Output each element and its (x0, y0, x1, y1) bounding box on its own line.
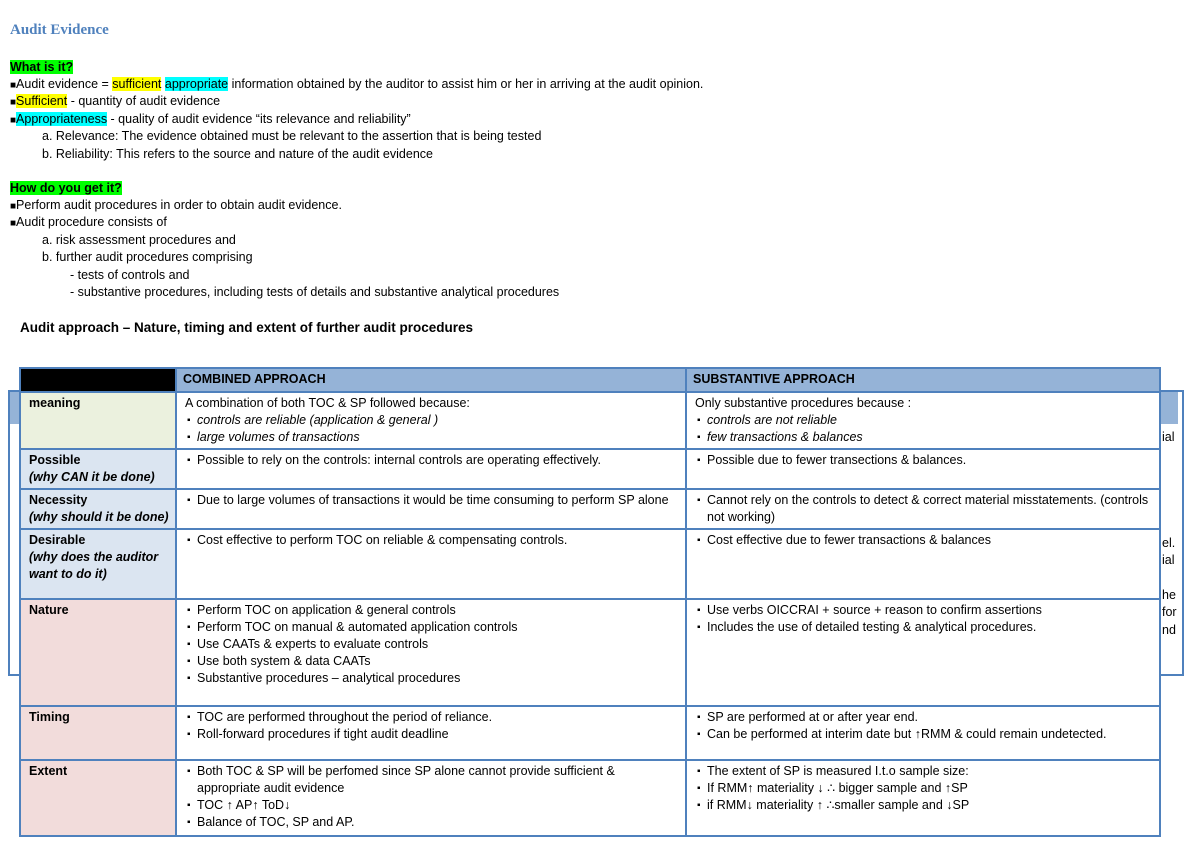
square-bullet-icon: ■ (10, 218, 17, 229)
cell-combined-necessity: ▪ Due to large volumes of transactions it would be time consuming to perform SP alone (176, 489, 686, 529)
cell-substantive-meaning: Only substantive procedures because : ▪ controls are not reliable ▪ few transactions & balances (686, 392, 1160, 449)
row-label-desirable: Desirable (why does the auditor want to do it) (20, 529, 176, 599)
table-row (20, 599, 1160, 706)
audit-approach-table (19, 367, 1161, 837)
table-row (20, 760, 1160, 836)
edge-text: el. (1162, 536, 1176, 550)
what-heading: What is it? (10, 60, 74, 74)
row-label-possible: Possible (why CAN it be done) (20, 449, 176, 489)
header-combined: COMBINED APPROACH (176, 368, 686, 392)
how-item-a: a. risk assessment procedures and (42, 233, 236, 247)
page-title: Audit Evidence (10, 22, 109, 38)
square-bullet-icon: ■ (10, 115, 17, 126)
cell-combined-desirable: ▪ Cost effective to perform TOC on reliable & compensating controls. (176, 529, 686, 599)
row-label-extent: Extent (20, 760, 176, 836)
edge-text: nd (1162, 623, 1176, 637)
how-heading: How do you get it? (10, 181, 122, 195)
row-label-nature: Nature (20, 599, 176, 706)
what-item-a: a. Relevance: The evidence obtained must be relevant to the assertion that is being tested (42, 129, 542, 143)
cell-substantive-possible: ▪ Possible due to fewer transections & balances. (686, 449, 1160, 489)
table-row (20, 449, 1160, 489)
header-substantive: SUBSTANTIVE APPROACH (686, 368, 1160, 392)
square-bullet-icon: ■ (10, 201, 17, 212)
table-row (20, 529, 1160, 599)
cell-combined-timing: ▪ TOC are performed throughout the period of reliance. ▪ Roll-forward procedures if tight audit deadline (176, 706, 686, 760)
how-item-b: b. further audit procedures comprising (42, 250, 253, 264)
how-line-2: ■Audit procedure consists of (10, 215, 167, 229)
what-line-1: ■Audit evidence = sufficient appropriate information obtained by the auditor to assist him or her in arriving at the audit opinion. (10, 77, 704, 91)
what-line-3: ■Appropriateness - quality of audit evidence “its relevance and reliability” (10, 112, 411, 126)
table-row (20, 706, 1160, 760)
cell-substantive-nature: ▪ Use verbs OICCRAI + source + reason to confirm assertions ▪ Includes the use of detailed testing & analytical procedures. (686, 599, 1160, 706)
cell-substantive-desirable: ▪ Cost effective due to fewer transactions & balances (686, 529, 1160, 599)
row-label-necessity: Necessity (why should it be done) (20, 489, 176, 529)
how-line-1: ■Perform audit procedures in order to obtain audit evidence. (10, 198, 342, 212)
cell-combined-extent: ▪ Both TOC & SP will be perfomed since SP alone cannot provide sufficient & appropriate audit evidence ▪ TOC ↑ AP↑ ToD↓ ▪ Balance of TOC, SP and AP. (176, 760, 686, 836)
approach-subheading: Audit approach – Nature, timing and extent of further audit procedures (20, 320, 474, 335)
what-item-b: b. Reliability: This refers to the source and nature of the audit evidence (42, 147, 433, 161)
cell-substantive-timing: ▪ SP are performed at or after year end. ▪ Can be performed at interim date but ↑RMM & could remain undetected. (686, 706, 1160, 760)
header-corner-cell (20, 368, 176, 392)
row-label-timing: Timing (20, 706, 176, 760)
edge-text: for (1162, 605, 1177, 619)
what-line-2: ■Sufficient - quantity of audit evidence (10, 94, 221, 108)
how-dash-2: - substantive procedures, including tests of details and substantive analytical procedures (70, 285, 560, 299)
cell-combined-possible: ▪ Possible to rely on the controls: internal controls are operating effectively. (176, 449, 686, 489)
square-bullet-icon: ■ (10, 97, 17, 108)
how-dash-1: - tests of controls and (70, 268, 190, 282)
edge-text: he (1162, 588, 1176, 602)
table-row (20, 392, 1160, 449)
cell-substantive-necessity: ▪ Cannot rely on the controls to detect & correct material misstatements. (controls not working) (686, 489, 1160, 529)
cell-combined-nature: ▪ Perform TOC on application & general controls ▪ Perform TOC on manual & automated application controls ▪ Use CAATs & experts to evaluate controls ▪ Use both system & data CAATs ▪ Substantive procedures – analytical procedures (176, 599, 686, 706)
row-label-meaning: meaning (20, 392, 176, 449)
table-header-row (20, 368, 1160, 392)
edge-text: ial (1162, 553, 1175, 567)
cell-substantive-extent: ▪ The extent of SP is measured I.t.o sample size: ▪ If RMM↑ materiality ↓ ∴ bigger sample and ↑SP ▪ if RMM↓ materiality ↑ ∴smaller sample and ↓SP (686, 760, 1160, 836)
cell-combined-meaning: A combination of both TOC & SP followed because: ▪ controls are reliable (application & general ) ▪ large volumes of transactions (176, 392, 686, 449)
table-row (20, 489, 1160, 529)
square-bullet-icon: ■ (10, 80, 17, 91)
edge-text: ial (1162, 430, 1175, 444)
